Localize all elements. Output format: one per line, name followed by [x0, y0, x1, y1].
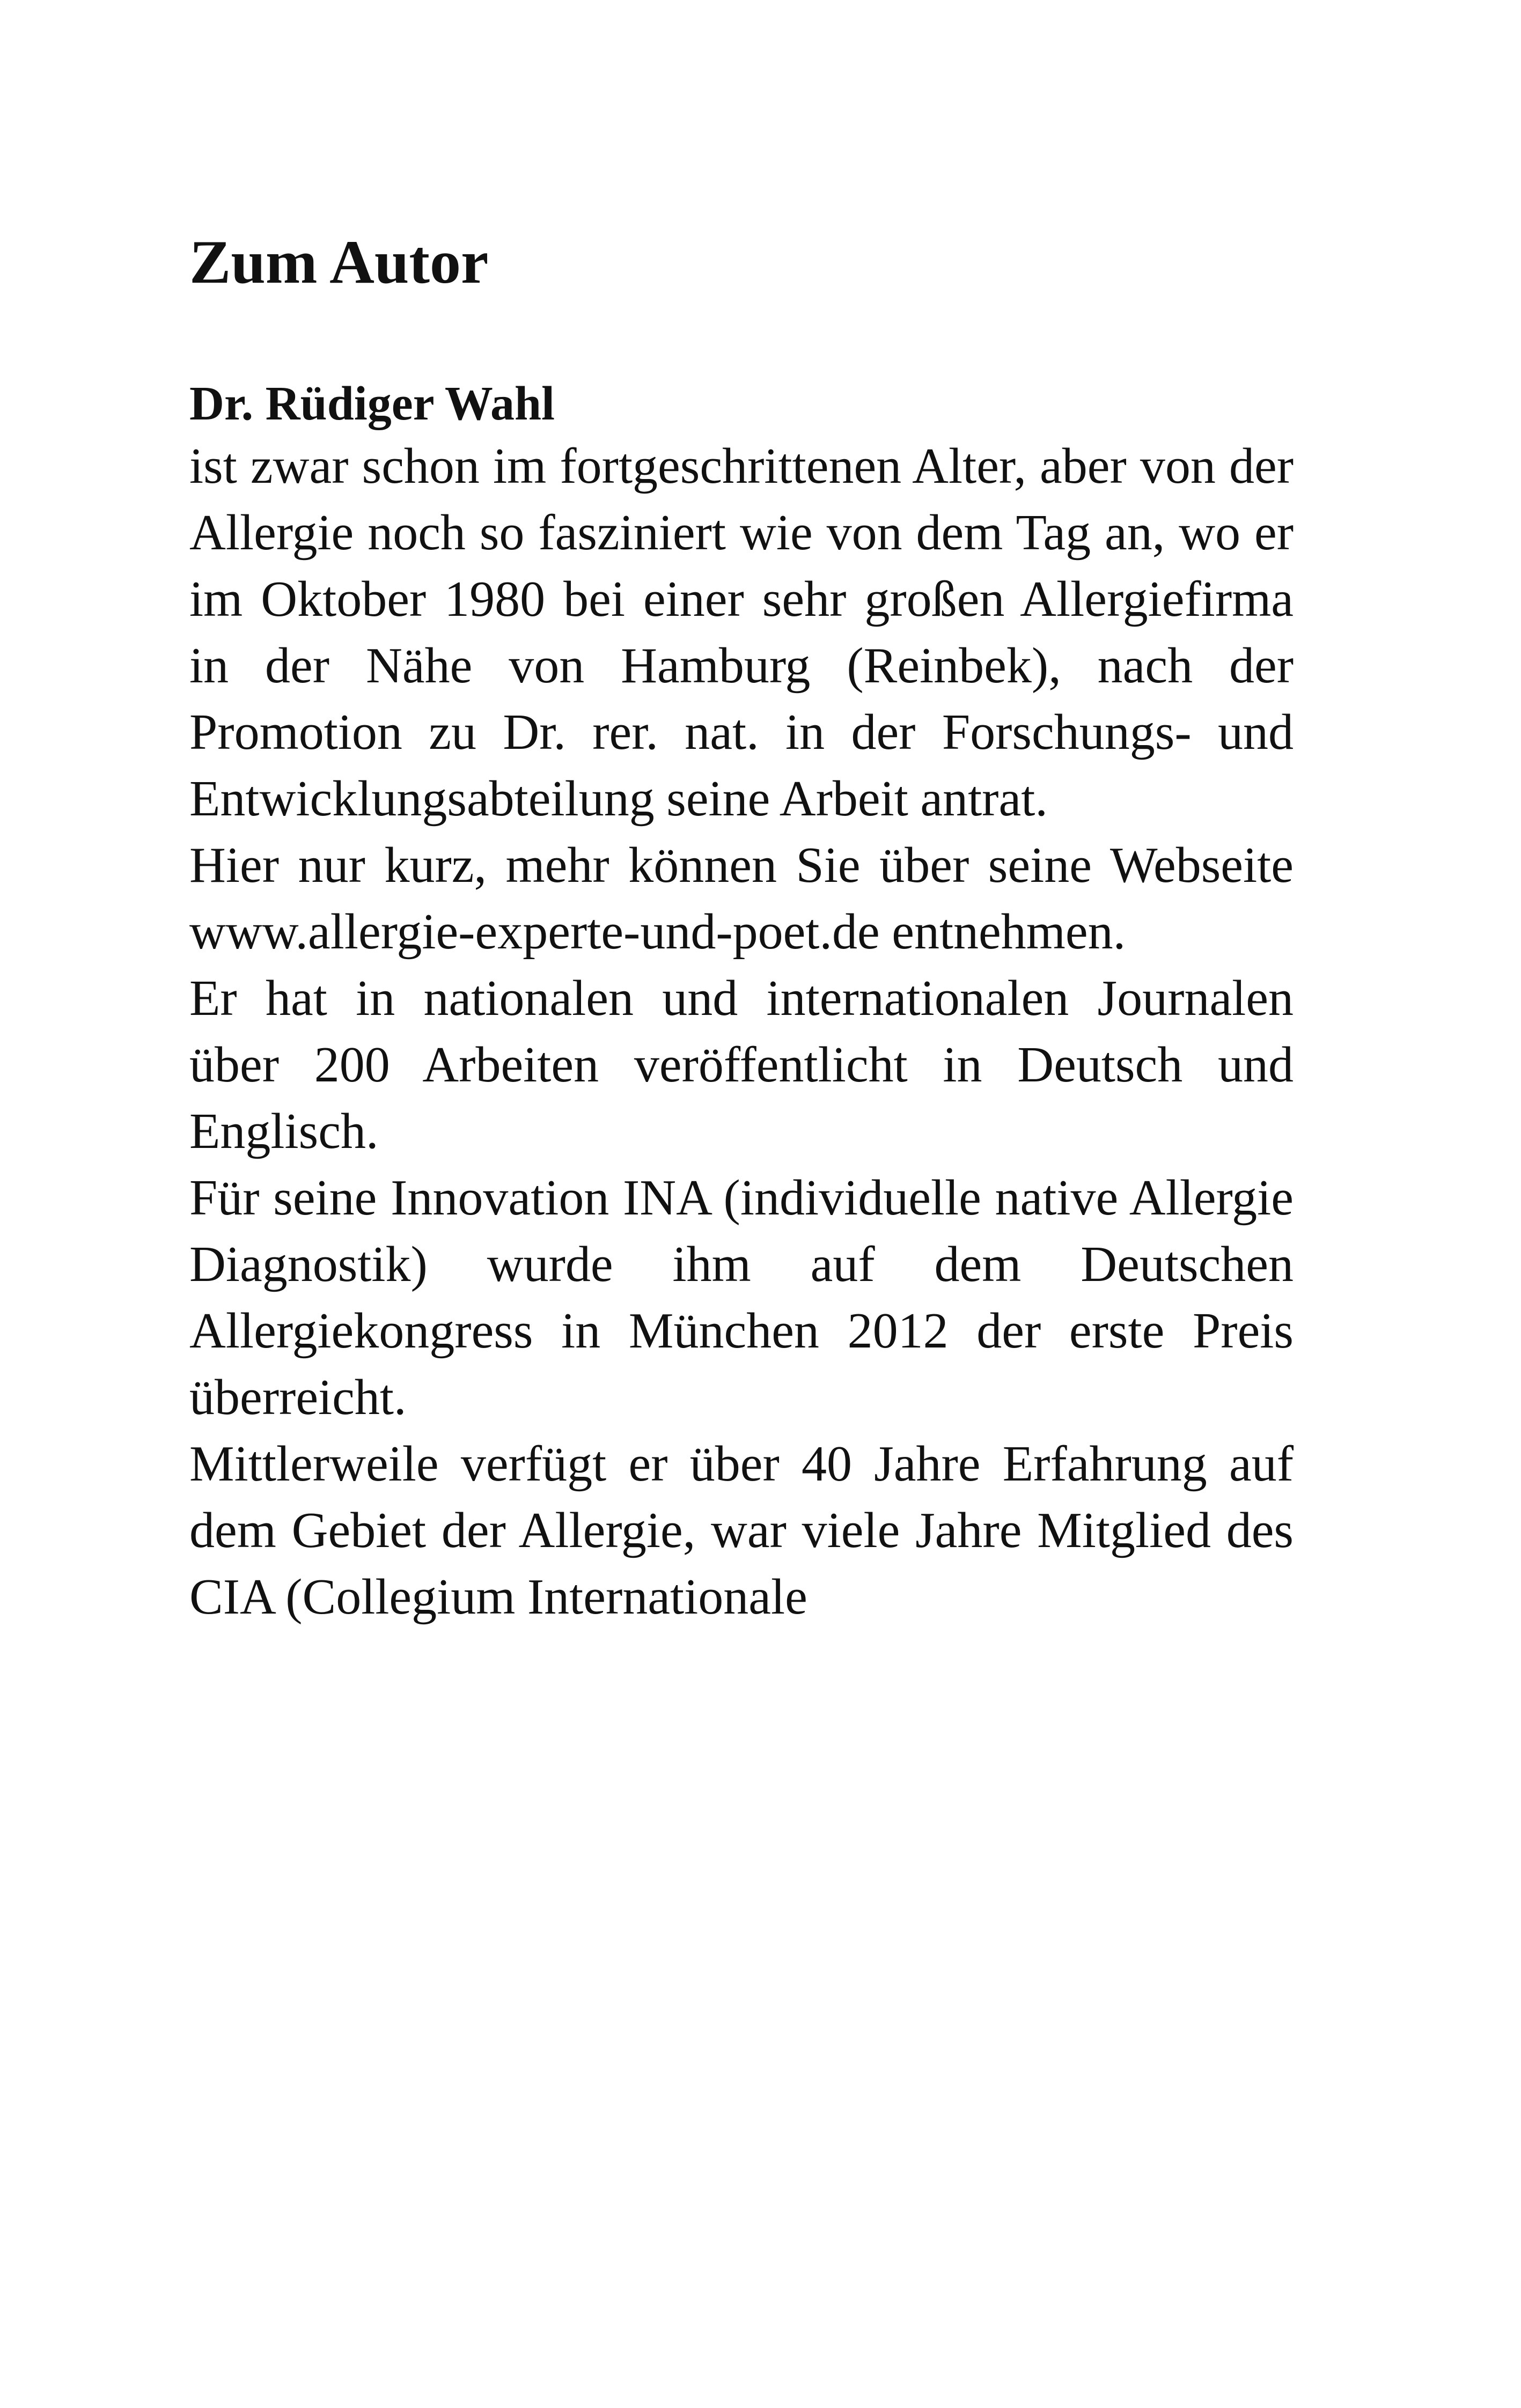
paragraph-award: Für seine Innovation INA (individuelle native Allergie Diagnostik) wurde ihm auf dem Deutschen Allergiekongress in München 2012 der erste Preis überreicht. [189, 1170, 1294, 1426]
author-name: Dr. Rüdiger Wahl [189, 377, 555, 431]
paragraph-career-start: ist zwar schon im fortgeschrittenen Alter, aber von der Allergie noch so fasziniert wie von dem Tag an, wo er im Oktober 1980 bei einer sehr großen Allergiefirma in der Nähe von Hamburg (Reinbek), nach der Promotion zu Dr. rer. nat. in der Forschungs- und Entwicklungsabteilung seine Arbeit antrat. [189, 438, 1294, 827]
page-title: Zum Autor [189, 228, 489, 297]
document-page [189, 225, 1294, 1630]
paragraph-experience: Mittlerweile verfügt er über 40 Jahre Erfahrung auf dem Gebiet der Allergie, war viele Jahre Mitglied des CIA (Collegium Internationale [189, 1436, 1294, 1625]
paragraph-publications: Er hat in nationalen und internationalen Journalen über 200 Arbeiten veröffentlicht in Deutsch und Englisch. [189, 970, 1294, 1160]
paragraph-website: Hier nur kurz, mehr können Sie über seine Webseite www.allergie-experte-und-poet.de entnehmen. [189, 837, 1294, 960]
